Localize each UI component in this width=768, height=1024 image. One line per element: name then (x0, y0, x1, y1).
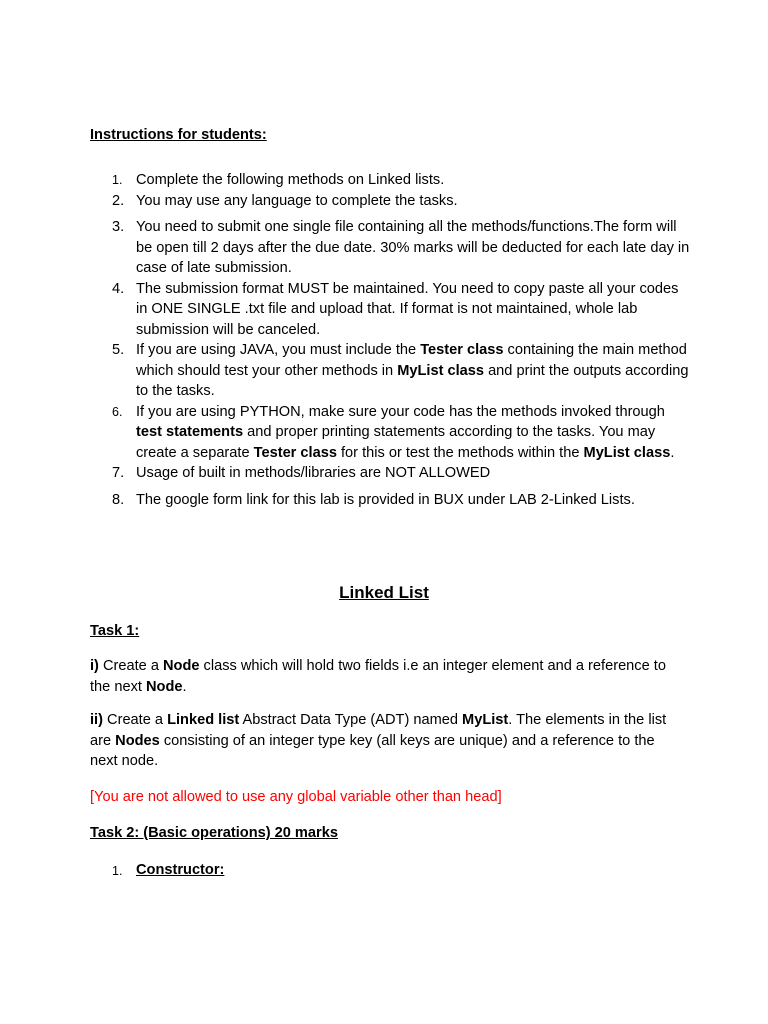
item-text: The google form link for this lab is provided in BUX under LAB 2-Linked Lists. (136, 491, 635, 508)
constructor-label: Constructor: (136, 862, 225, 878)
instructions-list (90, 170, 690, 510)
task1-paragraph-2: ii) Create a Linked list Abstract Data Type (ADT) named MyList. The elements in the list are Nodes consisting of an integer type key (all keys are unique) and a reference to the next node. (90, 712, 667, 769)
item-number: 2. (112, 192, 125, 209)
section-title: Linked List (339, 583, 429, 602)
global-variable-note: [You are not allowed to use any global variable other than head] (90, 789, 502, 805)
list-item (90, 402, 690, 464)
list-item (90, 490, 690, 511)
item-number: 3. (112, 219, 125, 235)
item-text: You may use any language to complete the tasks. (136, 192, 458, 209)
list-item (90, 463, 690, 484)
item-text: You need to submit one single file containing all the methods/functions.The form will be open till 2 days after the due date. 30% marks will be deducted for each late day in case of late submission. (136, 219, 690, 276)
item-number: 4. (112, 280, 125, 297)
item-number: 8. (112, 491, 125, 508)
item-text: If you are using PYTHON, make sure your code has the methods invoked through test statements and proper printing statements according to the tasks. You may create a separate Tester class for this or test the methods within the MyList class. (136, 403, 675, 461)
list-item (90, 217, 690, 279)
list-item (90, 279, 690, 341)
task1-label: Task 1: (90, 623, 140, 639)
item-text: If you are using JAVA, you must include the Tester class containing the main method which should test your other methods in MyList class and print the outputs according to the tasks. (136, 342, 689, 399)
list-item (90, 191, 690, 212)
item-number: 1. (112, 864, 123, 878)
item-number: 6. (112, 404, 123, 419)
item-text: Complete the following methods on Linked lists. (136, 172, 445, 188)
item-text: The submission format MUST be maintained. You need to copy paste all your codes in ONE SINGLE .txt file and upload that. If format is not maintained, whole lab submission will be canceled. (136, 280, 679, 338)
item-number: 7. (112, 465, 125, 481)
item-number: 5. (112, 342, 125, 358)
list-item (90, 170, 690, 191)
item-text: Usage of built in methods/libraries are NOT ALLOWED (136, 465, 491, 481)
task1-paragraph-1: i) Create a Node class which will hold two fields i.e an integer element and a reference to the next Node. (90, 658, 666, 695)
list-item (90, 340, 690, 402)
instructions-heading: Instructions for students: (90, 127, 267, 143)
item-number: 1. (112, 173, 123, 187)
task2-label: Task 2: (Basic operations) 20 marks (90, 825, 338, 841)
